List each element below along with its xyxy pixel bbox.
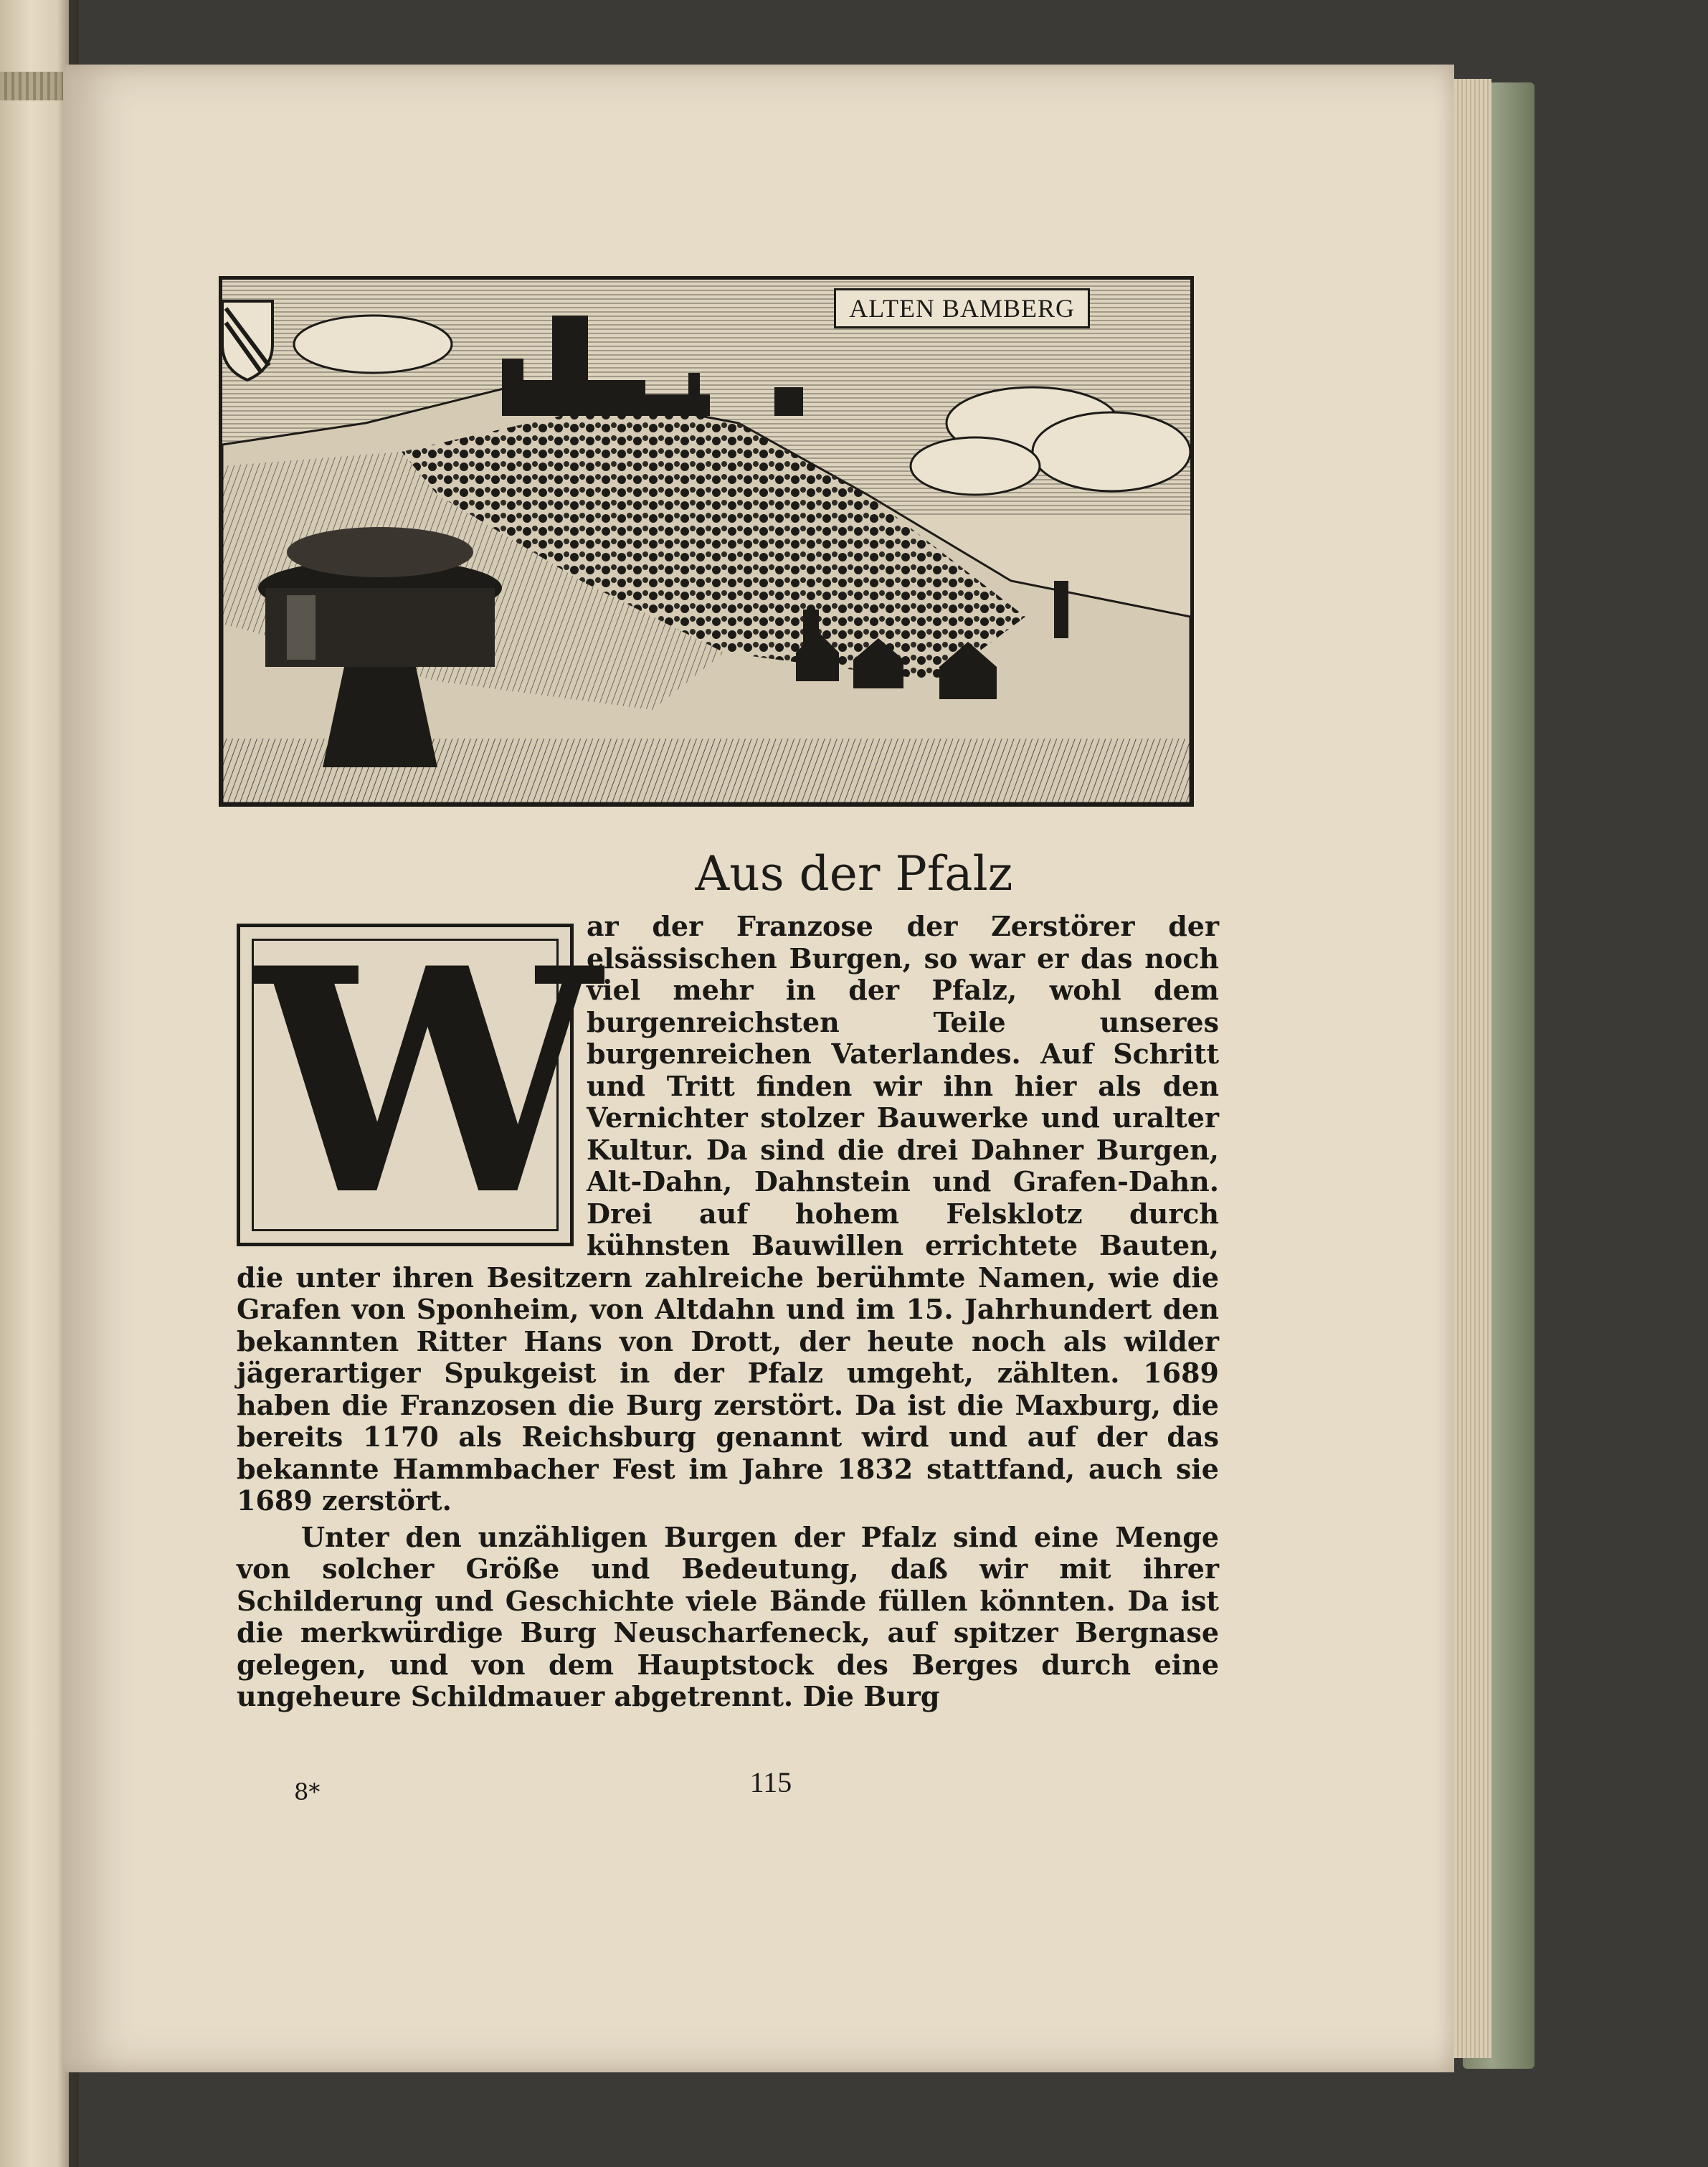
body-text <box>237 911 1219 1713</box>
page-number: 115 <box>749 1766 792 1798</box>
castle-engraving-icon <box>222 280 1190 803</box>
paragraph-1: ar der Franzose der Zerstörer der elsässischen Burgen, so war er das noch viel mehr in der Pfalz, wohl dem burgenreichsten Teile unseres burgenreichen Vaterlandes. Auf Schritt und Tritt finden wir ihn hier als den Vernichter stolzer Bauwerke und uralter Kultur. Da sind die drei Dahner Burgen, Alt-Dahn, Dahnstein und Grafen-Dahn. Drei auf hohem Felsklotz durch kühnsten Bauwillen errichtete Bauten, die unter ihren Besitzern zahlreiche berühmte Namen, wie die Grafen von Sponheim, von Altdahn und im 15. Jahrhundert den bekannten Ritter Hans von Drott, der heute noch als wilder jägerartiger Spukgeist in der Pfalz umgeht, zählten. 1689 haben die Franzosen die Burg zerstört. Da ist die Maxburg, die bereits 1170 als Reichsburg genannt wird und auf der das bekannte Hammbacher Fest im Jahre 1832 stattfand, auch sie 1689 zerstört. <box>237 910 1219 1517</box>
foreground <box>222 739 1190 803</box>
paragraph-2: Unter den unzähligen Burgen der Pfalz sind eine Menge von solcher Größe und Bedeutung, daß wir mit ihrer Schilderung und Geschichte viele Bände füllen könnten. Da ist die merkwürdige Burg Neuscharfeneck, auf spitzer Bergnase gelegen, und von dem Hauptstock des Berges durch eine ungeheure Schildmauer abgetrennt. Die Burg <box>237 1520 1219 1712</box>
initial-letter: W <box>255 901 601 1263</box>
signature-mark: 8* <box>294 1778 321 1806</box>
initial-spacer <box>237 911 587 1232</box>
castle-engraving <box>219 276 1194 807</box>
coat-of-arms-icon <box>222 301 272 380</box>
chapter-title: Aus der Pfalz <box>695 846 1013 901</box>
figure-caption-label: ALTEN BAMBERG <box>834 288 1090 328</box>
